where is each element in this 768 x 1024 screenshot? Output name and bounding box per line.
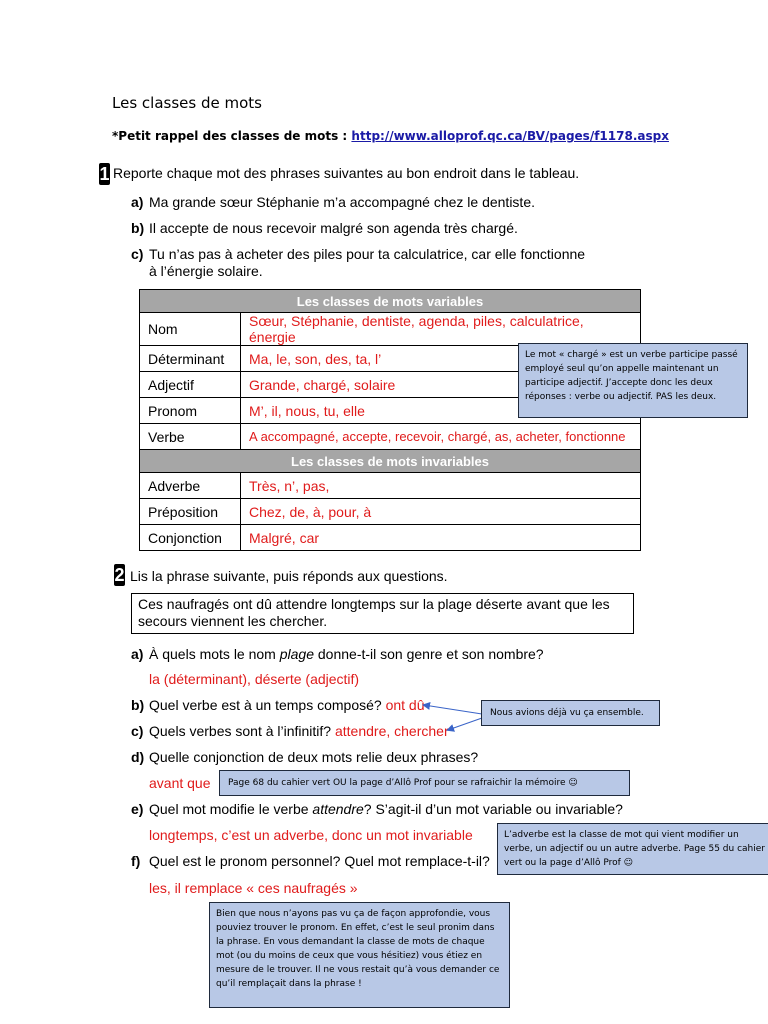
- question-text: Quels verbes sont à l’infinitif?: [149, 723, 332, 739]
- note-pronom: Bien que nous n’ayons pas vu ça de façon approfondie, vous pouviez trouver le pronom. En effet, c’est le seul pronim dans la phrase. En vous demandant la classe de mots de chaque mot (ou du moins de ceux que vous hésitiez) vous étiez en mesure de le trouver. Il ne vous restait qu’à vous demander ce qu’il remplaçait dans la phrase !: [209, 902, 510, 1008]
- class-words: Très, n’, pas,: [241, 473, 641, 499]
- answer-f: les, il remplace « ces naufragés »: [149, 880, 358, 896]
- table-row: [140, 473, 641, 499]
- note-adverbe: L’adverbe est la classe de mot qui vient modifier un verbe, un adjectif ou un autre adverbe. Page 55 du cahier vert ou la page d’Allô Prof ☺: [497, 823, 768, 875]
- table-row: [140, 313, 641, 346]
- item-label: b): [131, 220, 145, 236]
- question-emphasis: plage: [279, 646, 314, 662]
- class-name: Verbe: [140, 424, 241, 450]
- exercise-2-number: 2: [114, 565, 125, 585]
- question-d: [131, 749, 478, 766]
- note-page68: Page 68 du cahier vert OU la page d’Allô Prof pour se rafraichir la mémoire ☺: [219, 770, 630, 796]
- sentence-a: [131, 194, 535, 211]
- question-c: [131, 723, 449, 740]
- item-label: a): [131, 194, 144, 210]
- sentence-box: Ces naufragés ont dû attendre longtemps sur la plage déserte avant que les secours viennent les chercher.: [131, 593, 634, 634]
- item-label: b): [131, 697, 145, 713]
- answer-d: avant que: [149, 775, 211, 791]
- question-text: Quelle conjonction de deux mots relie deux phrases?: [149, 749, 479, 765]
- question-text: Quel verbe est à un temps composé?: [149, 697, 382, 713]
- table-row: [140, 499, 641, 525]
- page-title: Les classes de mots: [112, 94, 262, 112]
- table-row: [140, 525, 641, 551]
- exercise-1-number: 1: [99, 164, 110, 184]
- class-name: Adverbe: [140, 473, 241, 499]
- reminder-line: [112, 129, 669, 143]
- item-label: c): [131, 246, 144, 262]
- class-name: Nom: [140, 313, 241, 346]
- invariables-header: Les classes de mots invariables: [140, 450, 641, 473]
- question-a: [131, 646, 544, 663]
- class-name: Préposition: [140, 499, 241, 525]
- class-words: Chez, de, à, pour, à: [241, 499, 641, 525]
- class-words: Ma, le, son, des, ta, l’: [241, 346, 641, 372]
- class-words: Grande, chargé, solaire: [241, 372, 641, 398]
- sentence-text: Tu n’as pas à acheter des piles pour ta calculatrice, car elle fonctionne: [149, 246, 586, 262]
- sentence-c: [131, 246, 585, 263]
- question-text: donne-t-il son genre et son nombre?: [314, 646, 544, 662]
- item-label: f): [131, 853, 141, 869]
- note-charge: Le mot « chargé » est un verbe participe passé employé seul qu’on appelle maintenant un participe adjectif. J’accepte donc les deux réponses : verbe ou adjectif. PAS les deux.: [518, 343, 748, 418]
- answer-b: ont dû: [385, 697, 425, 713]
- sentence-b: [131, 220, 518, 237]
- question-text: Quel est le pronom personnel? Quel mot remplace-t-il?: [149, 853, 490, 869]
- sentence-text: Ma grande sœur Stéphanie m’a accompagné chez le dentiste.: [149, 194, 535, 210]
- sentence-text: Il accepte de nous recevoir malgré son agenda très chargé.: [149, 220, 518, 236]
- question-text: ? S’agit-il d’un mot variable ou invariable?: [363, 801, 623, 817]
- note-ensemble: Nous avions déjà vu ça ensemble.: [481, 700, 660, 726]
- question-e: [131, 801, 623, 818]
- question-text: Quel mot modifie le verbe: [149, 801, 313, 817]
- variables-header: Les classes de mots variables: [140, 290, 641, 313]
- class-name: Pronom: [140, 398, 241, 424]
- question-f: [131, 853, 490, 870]
- exercise-2-instruction: Lis la phrase suivante, puis réponds aux questions.: [130, 568, 448, 584]
- class-name: Déterminant: [140, 346, 241, 372]
- answer-a: la (déterminant), déserte (adjectif): [149, 671, 360, 687]
- class-words: A accompagné, accepte, recevoir, chargé, as, acheter, fonctionne: [241, 424, 641, 450]
- class-words: Sœur, Stéphanie, dentiste, agenda, piles, calculatrice, énergie: [241, 313, 641, 346]
- class-words: M’, il, nous, tu, elle: [241, 398, 641, 424]
- question-emphasis: attendre: [312, 801, 364, 817]
- answer-c: attendre, chercher: [334, 723, 449, 739]
- exercise-1-instruction: Reporte chaque mot des phrases suivantes au bon endroit dans le tableau.: [113, 165, 580, 181]
- item-label: e): [131, 801, 144, 817]
- answer-e: longtemps, c’est un adverbe, donc un mot invariable: [149, 827, 473, 843]
- arrow-icon: [420, 700, 490, 740]
- item-label: a): [131, 646, 144, 662]
- table-row: [140, 424, 641, 450]
- class-words: Malgré, car: [241, 525, 641, 551]
- class-name: Adjectif: [140, 372, 241, 398]
- class-name: Conjonction: [140, 525, 241, 551]
- question-text: À quels mots le nom: [149, 646, 280, 662]
- question-b: [131, 697, 425, 714]
- reminder-label: *Petit rappel des classes de mots :: [112, 129, 348, 143]
- sentence-c-continued: à l’énergie solaire.: [149, 263, 263, 279]
- item-label: c): [131, 723, 144, 739]
- item-label: d): [131, 749, 145, 765]
- word-classes-table: [139, 289, 641, 551]
- alloprof-link[interactable]: http://www.alloprof.qc.ca/BV/pages/f1178.aspx: [351, 129, 669, 143]
